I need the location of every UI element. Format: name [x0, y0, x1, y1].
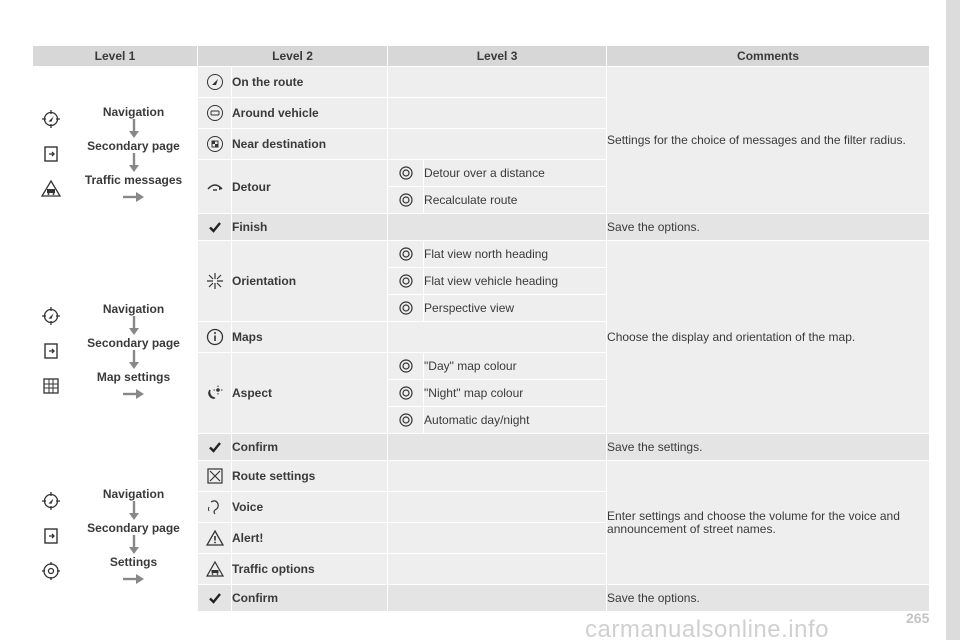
option-icon [399, 359, 413, 373]
arrow-down-icon [128, 153, 140, 173]
save-comment: Save the settings. [607, 434, 930, 461]
destination-icon [206, 136, 224, 150]
arrow-down-icon [128, 119, 140, 139]
level2-icon-cell [198, 461, 232, 492]
level2-icon-cell [198, 434, 232, 461]
table-row [33, 461, 930, 492]
path-step: Navigation [102, 487, 165, 501]
level3-label[interactable]: Automatic day/night [424, 407, 607, 434]
confirm-label[interactable]: Confirm [232, 585, 388, 612]
alert-icon [206, 530, 224, 544]
header-level-2: Level 2 [198, 46, 388, 67]
level3-empty [388, 523, 607, 554]
confirm-label[interactable]: Finish [232, 214, 388, 241]
level2-label[interactable]: On the route [232, 67, 388, 98]
level1-path [70, 241, 198, 461]
info-icon [206, 329, 224, 343]
level2-label[interactable]: Traffic options [232, 554, 388, 585]
arrow-right-icon [123, 388, 145, 400]
level3-empty [388, 322, 607, 353]
option-icon [399, 247, 413, 261]
level2-label[interactable]: Voice [232, 492, 388, 523]
check-icon [206, 590, 224, 604]
level3-icon-cell [388, 380, 424, 407]
level3-empty [388, 461, 607, 492]
arrow-down-icon [128, 535, 140, 555]
level3-empty [388, 98, 607, 129]
comment: Choose the display and orientation of the map. [607, 241, 930, 434]
arrow-right-icon [123, 191, 145, 203]
path-step: Secondary page [87, 138, 180, 153]
level3-label[interactable]: "Day" map colour [424, 353, 607, 380]
level3-icon-cell [388, 353, 424, 380]
traffic-options-icon [206, 561, 224, 575]
level2-label[interactable]: Near destination [232, 129, 388, 160]
level1-path [70, 461, 198, 612]
level2-icon-cell [198, 492, 232, 523]
level2-icon-cell [198, 98, 232, 129]
header-comments: Comments [607, 46, 930, 67]
route-settings-icon [206, 468, 224, 482]
check-icon [206, 439, 224, 453]
level2-icon-cell [198, 353, 232, 434]
level3-empty [388, 434, 607, 461]
route-icon [206, 74, 224, 88]
header-level-3: Level 3 [388, 46, 607, 67]
level2-icon-cell [198, 322, 232, 353]
level2-icon-cell [198, 523, 232, 554]
detour-icon [206, 179, 224, 193]
vehicle-icon [206, 105, 224, 119]
level2-label[interactable]: Aspect [232, 353, 388, 434]
level3-icon-cell [388, 241, 424, 268]
level3-icon-cell [388, 160, 424, 187]
level3-label[interactable]: Recalculate route [424, 187, 607, 214]
navigation-icon [40, 490, 62, 512]
level2-label[interactable]: Orientation [232, 241, 388, 322]
secondary-page-icon [40, 143, 62, 165]
page-number: 265 [906, 610, 930, 626]
save-comment: Save the options. [607, 214, 930, 241]
navigation-icon [40, 305, 62, 327]
check-icon [206, 219, 224, 233]
level1-icons [33, 241, 70, 461]
secondary-page-icon [40, 340, 62, 362]
option-icon [399, 386, 413, 400]
comment: Enter settings and choose the volume for the voice and announcement of street names. [607, 461, 930, 585]
level1-icons [33, 461, 70, 612]
path-step: Settings [109, 555, 158, 569]
level3-empty [388, 67, 607, 98]
arrow-down-icon [128, 316, 140, 336]
level3-label[interactable]: Flat view north heading [424, 241, 607, 268]
header-row [33, 46, 930, 67]
path-step: Navigation [102, 301, 165, 316]
level2-label[interactable]: Detour [232, 160, 388, 214]
arrow-right-icon [123, 573, 145, 585]
path-step: Secondary page [87, 335, 180, 350]
level3-icon-cell [388, 407, 424, 434]
level3-icon-cell [388, 187, 424, 214]
navigation-icon [40, 108, 62, 130]
path-step: Map settings [96, 369, 171, 384]
level2-icon-cell [198, 129, 232, 160]
level3-empty [388, 214, 607, 241]
option-icon [399, 166, 413, 180]
arrow-down-icon [128, 501, 140, 521]
level3-empty [388, 492, 607, 523]
path-step: Secondary page [87, 521, 180, 535]
level2-icon-cell [198, 160, 232, 214]
header-level-1: Level 1 [33, 46, 198, 67]
level2-label[interactable]: Route settings [232, 461, 388, 492]
level3-label[interactable]: Perspective view [424, 295, 607, 322]
level2-icon-cell [198, 554, 232, 585]
page-edge-bar [946, 0, 960, 640]
table-row [33, 67, 930, 98]
level2-icon-cell [198, 241, 232, 322]
level3-empty [388, 585, 607, 612]
level1-path [70, 67, 198, 241]
level3-icon-cell [388, 268, 424, 295]
level2-icon-cell [198, 214, 232, 241]
level2-icon-cell [198, 67, 232, 98]
comment: Settings for the choice of messages and the filter radius. [607, 67, 930, 214]
watermark: carmanualsonline.info [585, 616, 829, 643]
level3-icon-cell [388, 295, 424, 322]
option-icon [399, 274, 413, 288]
level1-icons [33, 67, 70, 241]
orientation-icon [206, 273, 224, 287]
confirm-label[interactable]: Confirm [232, 434, 388, 461]
level2-label[interactable]: Maps [232, 322, 388, 353]
settings-menu-table [32, 45, 930, 612]
option-icon [399, 413, 413, 427]
day-night-icon [206, 385, 224, 399]
level3-empty [388, 129, 607, 160]
secondary-page-icon [40, 525, 62, 547]
voice-icon [206, 499, 224, 513]
level3-label[interactable]: "Night" map colour [424, 380, 607, 407]
path-step: Traffic messages [84, 172, 183, 187]
option-icon [399, 193, 413, 207]
save-comment: Save the options. [607, 585, 930, 612]
level2-label[interactable]: Alert! [232, 523, 388, 554]
option-icon [399, 301, 413, 315]
arrow-down-icon [128, 350, 140, 370]
level3-label[interactable]: Detour over a distance [424, 160, 607, 187]
map-settings-icon [40, 375, 62, 397]
level2-label[interactable]: Around vehicle [232, 98, 388, 129]
path-step: Navigation [102, 104, 165, 119]
settings-icon [40, 560, 62, 582]
traffic-messages-icon [40, 178, 62, 200]
table-row [33, 241, 930, 268]
level3-empty [388, 554, 607, 585]
level2-icon-cell [198, 585, 232, 612]
level3-label[interactable]: Flat view vehicle heading [424, 268, 607, 295]
